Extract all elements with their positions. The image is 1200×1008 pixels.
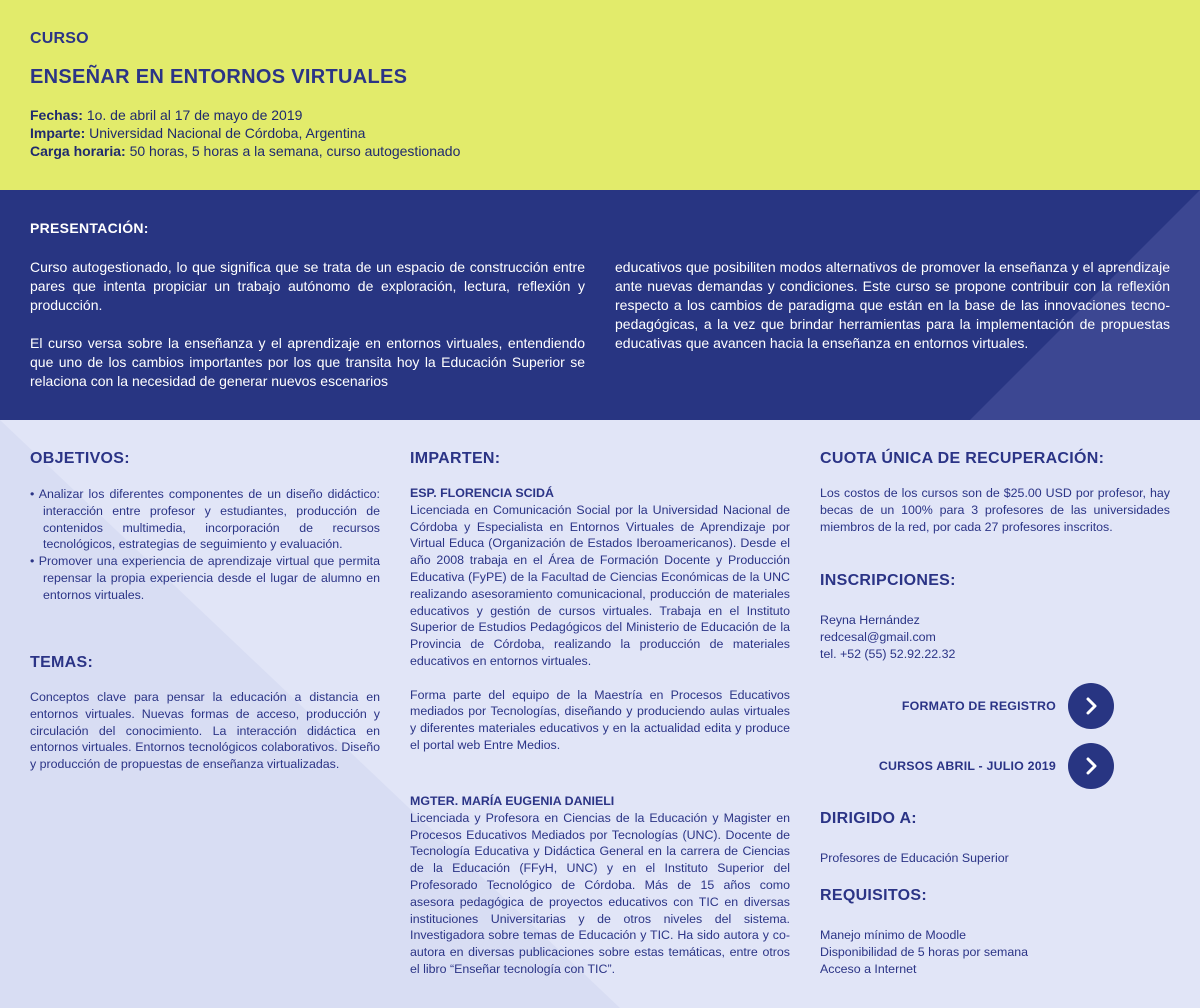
presentation-col-left bbox=[30, 258, 585, 410]
instructor-1-name: ESP. FLORENCIA SCIDÁ bbox=[410, 486, 554, 500]
instructor-2-name: MGTER. MARÍA EUGENIA DANIELI bbox=[410, 794, 615, 808]
fechas-label: Fechas: bbox=[30, 107, 83, 123]
instructor-2-bio: Licenciada y Profesora en Ciencias de la Educación y Magister en Procesos Educativos Mediados por Tecnologías (UNC). Docente de Tecnología Educativa y Didáctica General en la carrera de Ciencias de la Educación (FFyH, UNC) y en el Instituto Superior del Profesorado Tecnológico de Córdoba. Más de 15 años como asesora pedagógica de proyectos educativos con TIC en diversas instituciones Universitarias y de otros niveles del sistema. Investigadora sobre temas de Educación y TIC. Ha sido autora y co-autora en diversas publicaciones sobre estas temáticas, entre otros el libro “Enseñar tecnología con TIC”. bbox=[410, 810, 790, 976]
requisitos-list bbox=[820, 927, 1170, 977]
presentation-heading: PRESENTACIÓN: bbox=[30, 220, 149, 236]
content-area bbox=[0, 420, 1200, 1008]
formato-registro-label: FORMATO DE REGISTRO bbox=[901, 699, 1056, 713]
carga-label: Carga horaria: bbox=[30, 143, 126, 159]
imparte-line bbox=[30, 124, 460, 142]
carga-value: 50 horas, 5 horas a la semana, curso autogestionado bbox=[129, 143, 461, 159]
course-title: ENSEÑAR EN ENTORNOS VIRTUALES bbox=[30, 66, 408, 88]
requisito-item: Acceso a Internet bbox=[820, 961, 917, 976]
presentation-p2: El curso versa sobre la enseñanza y el aprendizaje en entornos virtuales, entendiendo que uno de los cambios importantes por los que transita hoy la Educación Superior se relaciona con la necesidad de generar nuevos escenarios bbox=[30, 335, 585, 389]
cuota-heading: CUOTA ÚNICA DE RECUPERACIÓN: bbox=[820, 450, 1105, 467]
objetivos-item: • Promover una experiencia de aprendizaje virtual que permita repensar la propia experiencia desde el lugar de alumno en entornos virtuales. bbox=[30, 554, 380, 602]
carga-line bbox=[30, 142, 460, 160]
presentation-col-right bbox=[615, 258, 1170, 372]
cursos-abril-julio-button[interactable] bbox=[814, 743, 1114, 789]
cursos-abril-julio-label: CURSOS ABRIL - JULIO 2019 bbox=[878, 759, 1056, 773]
chevron-right-icon bbox=[1068, 683, 1114, 729]
objetivos-heading: OBJETIVOS: bbox=[30, 450, 130, 467]
imparten-heading: IMPARTEN: bbox=[410, 450, 501, 467]
requisito-item: Manejo mínimo de Moodle bbox=[820, 928, 967, 942]
presentation-p1: Curso autogestionado, lo que significa que se trata de un espacio de construcción entre pares que intenta propiciar un trabajo autónomo de exploración, lectura, reflexión y producción. bbox=[30, 259, 585, 313]
requisito-item: Disponibilidad de 5 horas por semana bbox=[820, 944, 1029, 959]
requisitos-heading: REQUISITOS: bbox=[820, 887, 928, 904]
instructor-1-bio: Licenciada en Comunicación Social por la Universidad Nacional de Córdoba y Especialista en Entornos Virtuales de Aprendizaje por Virtual Educa (Organización de Estados Iberoamericanos). Desde el año 2008 trabaja en el Área de Formación Docente y Producción Educativa (FyPE) de la Facultad de Ciencias Económicas de la UNC realizando asesoramiento comunicacional, producción de materiales educativos y gestión de cursos virtuales. Trabaja en el Instituto Superior de Estudios Pedagógicos del Ministerio de Educación de la Provincia de Córdoba, realizando la producción de materiales educativos en entornos virtuales. bbox=[410, 502, 790, 668]
course-kicker: CURSO bbox=[30, 30, 89, 47]
instructor-2 bbox=[410, 793, 790, 978]
course-meta bbox=[30, 106, 460, 160]
cuota-text: Los costos de los cursos son de $25.00 USD por profesor, hay becas de un 100% para 3 profesores de las universidades miembros de la red, por cada 27 profesores inscritos. bbox=[820, 486, 1170, 534]
contact-name: Reyna Hernández bbox=[820, 613, 920, 627]
header-band bbox=[0, 0, 1200, 190]
presentation-band bbox=[0, 190, 1200, 420]
dirigido-text: Profesores de Educación Superior bbox=[820, 851, 1009, 865]
formato-registro-button[interactable] bbox=[814, 683, 1114, 729]
contact-phone: tel. +52 (55) 52.92.22.32 bbox=[820, 646, 956, 661]
fechas-value: 1o. de abril al 17 de mayo de 2019 bbox=[86, 107, 303, 123]
imparte-label: Imparte: bbox=[30, 125, 86, 141]
instructor-1-bio-extra: Forma parte del equipo de la Maestría en Procesos Educativos mediados por Tecnologías, diseñando y produciendo aulas virtuales y diferentes materiales educativos y en la actualidad edita y produce el portal web Entre Medios. bbox=[410, 687, 790, 752]
temas-text: Conceptos clave para pensar la educación a distancia en entornos virtuales. Nuevas formas de acceso, producción y circulación del conocimiento. La interacción didáctica en entornos virtuales. Entornos tecnológicos colaborativos. Diseño y producción de propuestas de enseñanza virtualizadas. bbox=[30, 690, 380, 772]
objetivos-item: • Analizar los diferentes componentes de un diseño didáctico: interacción entre profesor y estudiantes, producción de contenidos multimedia, incorporación de recursos tecnológicos, estrategias de seguimiento y evaluación. bbox=[30, 487, 380, 552]
temas-heading: TEMAS: bbox=[30, 654, 94, 671]
instructor-1 bbox=[410, 485, 790, 754]
fechas-line bbox=[30, 106, 460, 124]
presentation-p3: educativos que posibiliten modos alternativos de promover la enseñanza y el aprendizaje ante nuevas demandas y condiciones. Este curso se propone contribuir con la reflexión respecto a los cambios de paradigma que están en la base de las innovaciones tecno-pedagógicas, a la vez que brindar herramientas para la implementación de propuestas educativas que avancen hacia la enseñanza en entornos virtuales. bbox=[615, 259, 1170, 351]
chevron-right-icon bbox=[1068, 743, 1114, 789]
inscripciones-heading: INSCRIPCIONES: bbox=[820, 572, 956, 589]
imparte-value: Universidad Nacional de Córdoba, Argentina bbox=[89, 125, 366, 141]
contact-email: redcesal@gmail.com bbox=[820, 629, 936, 644]
objetivos-list bbox=[30, 486, 380, 604]
inscripciones-contact bbox=[820, 612, 1170, 662]
dirigido-heading: DIRIGIDO A: bbox=[820, 810, 917, 827]
